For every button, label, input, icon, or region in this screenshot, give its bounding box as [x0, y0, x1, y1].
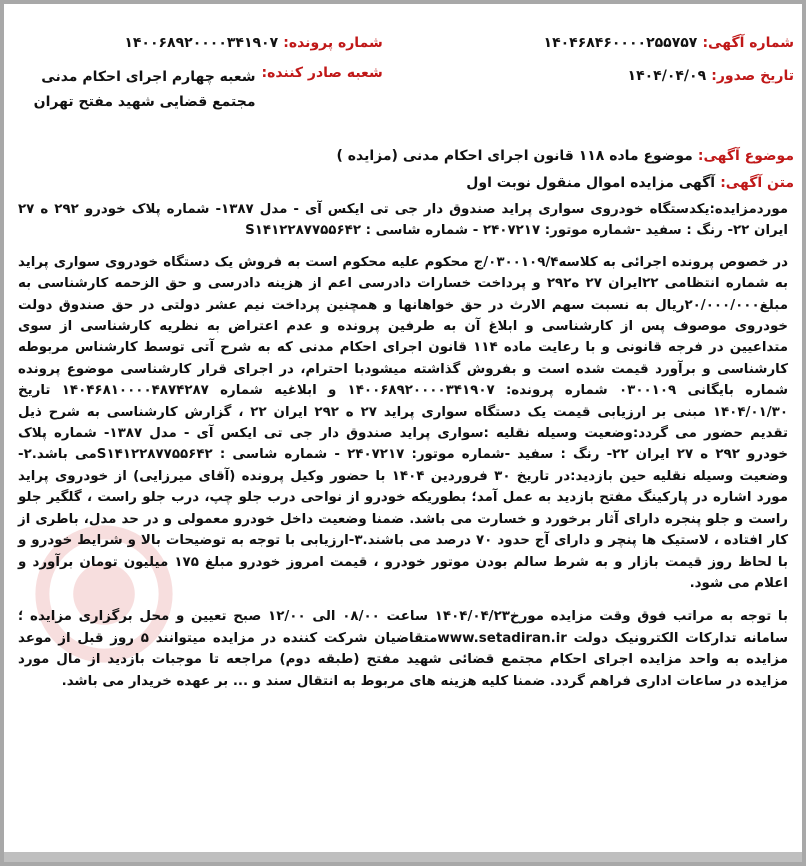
notice-text-label: متن آگهی:	[720, 175, 794, 191]
subject-line	[18, 145, 794, 164]
file-number-label: شماره پرونده:	[283, 35, 383, 51]
auction-schedule-paragraph: با توجه به مراتب فوق وقت مزایده مورخ۱۴۰۴/۰۴/۲۳ ساعت ۰۸/۰۰ الی ۱۲/۰۰ صبح تعیین و محل برگزاری مزایده ؛سامانه تدارکات الکترونیک دولت www.setadiran.irمتقاضیان شرکت کننده در مزایده میتوانند ۵ روز قبل از موعد مزایده به واحد مزایده اجرای احکام مجتمع قضائی شهید مفتح (طبقه دوم) مراجعه تا موجبات بازدید از مال مورد مزایده در ساعات اداری فراهم گردد. ضمنا کلیه هزینه های مربوط به انتقال سند و ... بر عهده خریدار می باشد.	[18, 609, 788, 689]
notice-number-label: شماره آگهی:	[702, 35, 794, 51]
case-details-paragraph: در خصوص پرونده اجرائی به کلاسه۰۳۰۰۱۰۹/۴/ج محکوم علیه محکوم است به فروش یک دستگاه خودروی سواری پراید به شماره انتظامی ۲۲ایران ۲۷ ه۲۹۲ و پرداخت خسارات دادرسی اعم از هزینه دادرسی و حق الزحمه کارشناسی به مبلغ۲۰/۰۰۰/۰۰۰ریال به نسبت سهم الارث در حق خواهانها و همچنین پرداخت نیم عشر دولتی در حق صندوق دولت خودروی موصوف پس از کارشناسی و ابلاغ آن به طرفین پرونده و عدم اعتراض به نظریه کارشناسی از سوی متداعیین در فرجه قانونی و با رعایت ماده ۱۱۴ قانون اجرای احکام مدنی که به شرح آتی توسط کارشناس مربوطه کارشناسی و برآورد قیمت شده است و بفروش گذاشته میشودبا احترام، در اجرای قرار کارشناسی موضوع پرونده شماره بایگانی ۰۳۰۰۱۰۹ شماره پرونده: ۱۴۰۰۶۸۹۲۰۰۰۰۳۴۱۹۰۷ و ابلاغیه شماره ۱۴۰۴۶۸۱۰۰۰۰۴۸۷۴۲۸۷ تاریخ ۱۴۰۴/۰۱/۳۰ مبنی بر ارزیابی قیمت یک دستگاه سواری پراید ۲۷ ه ۲۹۲ ایران ۲۲ ، گزارش کارشناسی به شرح ذیل تقدیم حضور می گردد:وضعیت وسیله نقلیه :سواری پراید صندوق دار جی تی ایکس آی - مدل ۱۳۸۷- شماره پلاک خودرو ۲۹۲ ه ۲۷ ایران ۲۲- رنگ : سفید -شماره موتور: ۲۴۰۷۲۱۷ - شماره شاسی : S۱۴۱۲۲۸۷۷۵۵۶۴۲می باشد.۲-وضعیت وسیله نقلیه حین بازدید:در تاریخ ۳۰ فروردین ۱۴۰۴ با حضور وکیل پرونده (آقای میرزایی) از خودروی پراید مورد اشاره در پارکینگ مفتح بازدید به عمل آمد؛ بطوریکه خودرو از نواحی درب جلو چپ، درب جلو راست ، گلگیر جلو راست و جلو پنجره دارای آثار برخورد و خسارت می باشد. ضمنا وضعیت داخل خودرو معمولی و در حد مدل، باطری از کار افتاده ، لاستیک ها پنچر و دارای آج حدود ۷۰ درصد می باشند.۳-ارزیابی با توجه به توضیحات بالا و شرایط خودرو و با لحاظ روز قیمت بازار و به شرط سالم بودن موتور خودرو ، قیمت امروز خودرو مبلغ ۱۷۵ میلیون تومان برآورد و اعلام می شود.	[18, 254, 789, 591]
header-row-2	[18, 65, 794, 115]
notice-number: ۱۴۰۴۶۸۴۶۰۰۰۰۲۵۵۷۵۷	[543, 35, 698, 51]
subject-label: موضوع آگهی:	[697, 148, 794, 164]
file-number: ۱۴۰۰۶۸۹۲۰۰۰۰۳۴۱۹۰۷	[124, 35, 279, 51]
notice-body	[18, 199, 788, 692]
issue-date-block	[406, 65, 794, 84]
auction-item-paragraph: موردمزایده:یکدستگاه خودروی سواری پراید صندوق دار جی تی ایکس آی - مدل ۱۳۸۷- شماره پلاک خودرو ۲۹۲ ه ۲۷ ایران ۲۲- رنگ : سفید -شماره موتور: ۲۴۰۷۲۱۷ - شماره شاسی : S۱۴۱۲۲۸۷۷۵۵۶۴۲	[18, 202, 789, 239]
file-number-block	[18, 32, 383, 51]
issue-date-label: تاریخ صدور:	[711, 68, 794, 84]
notice-number-block	[406, 32, 794, 51]
issue-date: ۱۴۰۴/۰۴/۰۹	[627, 68, 707, 84]
issuer: شعبه چهارم اجرای احکام مدنی مجتمع قضایی شهید مفتح تهران	[33, 69, 256, 110]
notice-text-line	[18, 172, 794, 191]
issuer-label: شعبه صادر کننده:	[261, 65, 383, 81]
issuer-block	[18, 65, 383, 115]
subject-value: موضوع ماده ۱۱۸ قانون اجرای احکام مدنی (مزایده )	[336, 148, 693, 164]
notice-content	[18, 32, 794, 848]
header-row-1	[18, 32, 794, 51]
notice-text-value: آگهی مزایده اموال منقول نوبت اول	[466, 175, 716, 191]
